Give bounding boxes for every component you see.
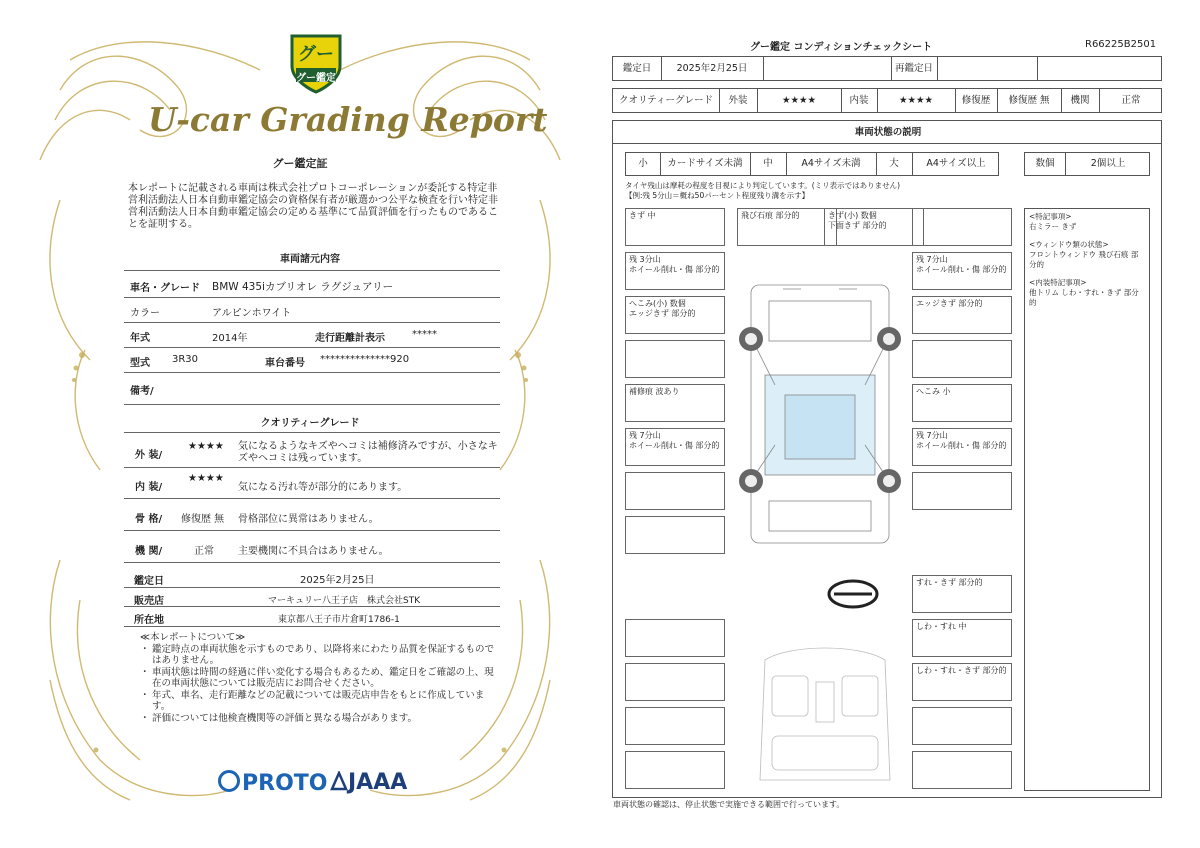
certificate-body: 本レポートに記載される車両は株式会社プロトコーポレーションが委託する特定非営利活動法人日本自動車鑑定協会の資格保有者が厳選かつ公平な検査を行い特定非営利活動法人日本自動車鑑定協会の定める基準にて品質評価を行ったものであることを証明する。 — [128, 183, 498, 230]
notes-heading: ≪本レポートについて≫ — [140, 632, 246, 643]
spacer — [1029, 270, 1145, 278]
model-value: 3R30 — [172, 354, 199, 365]
condition-heading-box — [612, 120, 1162, 144]
divider — [124, 270, 500, 271]
chassis-value: **************920 — [320, 354, 410, 365]
quality-grade-label: クオリティーグレード — [618, 95, 714, 106]
proto-logo — [218, 770, 327, 796]
callout-interior-right: しわ・すれ 中 — [912, 619, 1012, 657]
shop-label: 販売店 — [134, 596, 164, 607]
report-id: R66225B2501 — [1085, 39, 1157, 50]
special-notes-value: 右ミラー きず — [1029, 222, 1077, 231]
note-item: ・ 鑑定時点の車両状態を示すものであり、以降将来にわたり品質を保証するものではありません。 — [140, 644, 500, 667]
name-value: BMW 435iカブリオレ ラグジュアリー — [212, 281, 394, 293]
callout-right: へこみ 小 — [912, 384, 1012, 422]
interior-desc: 気になる汚れ等が部分的にあります。 — [238, 482, 408, 493]
divider — [124, 530, 500, 531]
bottom-note: 車両状態の確認は、停止状態で実施できる範囲で行っています。 — [613, 800, 845, 809]
address-value: 東京都八王子市片倉町1786-1 — [278, 615, 400, 625]
size-medium: 中 — [763, 158, 773, 169]
callout-right: 残 7分山 ホイール削れ・傷 部分的 — [912, 252, 1012, 290]
grade-row — [612, 88, 1162, 113]
callout-left: きず 中 — [625, 208, 725, 246]
name-label: 車名・グレード — [130, 283, 200, 294]
size-small-desc: カードサイズ未満 — [667, 158, 743, 169]
sheet-title: グー鑑定 コンディションチェックシート — [750, 42, 933, 53]
divider — [124, 432, 500, 433]
condition-check-sheet — [600, 0, 1200, 848]
callout-interior-right — [912, 751, 1012, 789]
callout-right — [912, 472, 1012, 510]
badge-shield-icon — [288, 30, 344, 94]
count-legend — [1024, 152, 1150, 176]
divider — [124, 467, 500, 468]
proto-mark-icon — [218, 770, 240, 792]
inspection-date-value: 2025年2月25日 — [676, 63, 748, 74]
goo-kantei-badge — [288, 30, 344, 94]
window-notes-heading: <ウィンドウ類の状態> — [1029, 240, 1109, 249]
callout-right — [912, 340, 1012, 378]
callout-right: 残 7分山 ホイール削れ・傷 部分的 — [912, 428, 1012, 466]
callout-top: 飛び石痕 部分的 — [737, 208, 837, 246]
size-legend — [625, 152, 999, 176]
car-exterior-diagram — [725, 265, 915, 555]
divider — [124, 606, 500, 607]
note-item: ・ 評価については他検査機関等の評価と異なる場合があります。 — [140, 713, 500, 725]
grade-heading: クオリティーグレード — [260, 418, 360, 429]
exterior-value: ★★★★ — [781, 95, 817, 106]
jaaa-logo — [330, 770, 407, 795]
exterior-label: 外 装/ — [135, 450, 163, 461]
tire-example: 【例:残 5分山＝概ね50パーセント程度残り溝を示す】 — [625, 191, 810, 200]
note-item: ・ 年式、車名、走行距離などの記載については販売店申告をもとに作成しています。 — [140, 690, 500, 713]
divider — [124, 322, 500, 323]
date-value: 2025年2月25日 — [300, 575, 375, 586]
callout-top: きず(小) 数個 下面きず 部分的 — [824, 208, 924, 246]
year-value: 2014年 — [212, 333, 248, 344]
divider — [124, 626, 500, 627]
car-interior-diagram — [750, 640, 900, 790]
frame-desc: 骨格部位に異常はありません。 — [238, 514, 379, 525]
specs-heading: 車両諸元内容 — [280, 254, 340, 265]
divider — [124, 372, 500, 373]
certificate-subtitle: グー鑑定証 — [272, 157, 328, 170]
badge-label: グー鑑定 — [296, 73, 336, 84]
cell-border — [937, 57, 938, 80]
engine-desc: 主要機関に不具合はありません。 — [238, 546, 389, 557]
callout-left: へこみ(小) 数個 エッジきず 部分的 — [625, 296, 725, 334]
callout-left: 残 3分山 ホイール削れ・傷 部分的 — [625, 252, 725, 290]
jaaa-logo-text: JAAA — [348, 770, 408, 795]
divider — [124, 562, 500, 563]
report-title: U-car Grading Report — [148, 100, 548, 139]
callout-interior-right: すれ・きず 部分的 — [912, 575, 1012, 613]
color-value: アルピンホワイト — [212, 308, 292, 319]
callout-interior-left — [625, 707, 725, 745]
svg-text:グー: グー — [298, 44, 334, 65]
interior-stars: ★★★★ — [188, 473, 224, 484]
exterior-label: 外装 — [728, 95, 748, 106]
jaaa-mark-icon — [330, 771, 348, 791]
interior-notes-heading: <内装特記事項> — [1029, 278, 1087, 287]
exterior-stars: ★★★★ — [188, 441, 224, 452]
interior-notes-value: 他トリム しわ・すれ・きず 部分的 — [1029, 288, 1139, 307]
size-medium-desc: A4サイズ未満 — [801, 158, 861, 169]
callout-right: エッジきず 部分的 — [912, 296, 1012, 334]
repair-value: 修復歴 無 — [1008, 95, 1050, 106]
special-notes-panel — [1024, 208, 1150, 791]
divider — [124, 347, 500, 348]
interior-label: 内 装/ — [135, 482, 163, 493]
callout-interior-right: しわ・すれ・きず 部分的 — [912, 663, 1012, 701]
exterior-desc: 気になるようなキズやヘコミは補修済みですが、小さなキズやヘコミは残っています。 — [238, 441, 498, 464]
tire-note: タイヤ残山は摩耗の程度を目視により判定しています。(ミリ表示ではありません) — [625, 181, 901, 190]
callout-left — [625, 340, 725, 378]
count-label: 数個 — [1035, 158, 1055, 169]
date-label: 鑑定日 — [134, 576, 164, 587]
year-label: 年式 — [130, 333, 150, 344]
callout-left — [625, 516, 725, 554]
color-label: カラー — [130, 308, 160, 319]
inspection-date-label: 鑑定日 — [622, 63, 652, 74]
spacer — [1029, 232, 1145, 240]
callout-left: 残 7分山 ホイール削れ・傷 部分的 — [625, 428, 725, 466]
interior-label: 内装 — [849, 95, 869, 106]
divider — [124, 297, 500, 298]
window-notes-value: フロントウィンドウ 飛び石痕 部分的 — [1029, 250, 1139, 269]
remarks-label: 備考/ — [130, 386, 154, 397]
model-label: 型式 — [130, 358, 150, 369]
mileage-label: 走行距離計表示 — [315, 333, 385, 344]
size-large-desc: A4サイズ以上 — [926, 158, 986, 169]
condition-heading: 車両状態の説明 — [854, 127, 922, 138]
frame-label: 骨 格/ — [135, 514, 163, 525]
size-small: 小 — [638, 158, 648, 169]
repair-label: 修復歴 — [961, 95, 991, 106]
divider — [124, 404, 500, 405]
frame-value: 修復歴 無 — [181, 514, 225, 525]
note-item: ・ 車両状態は時間の経過に伴い変化する場合もあるため、鑑定日をご確認の上、現在の車両状態については販売店にお問合せください。 — [140, 667, 500, 690]
reinspection-label: 再鑑定日 — [894, 63, 933, 74]
callout-interior-right — [912, 707, 1012, 745]
special-notes-heading: <特記事項> — [1029, 212, 1072, 221]
size-large: 大 — [889, 158, 899, 169]
callout-interior-left — [625, 751, 725, 789]
callout-left — [625, 472, 725, 510]
mileage-value: ***** — [412, 329, 437, 340]
date-row — [612, 56, 1162, 81]
chassis-label: 車台番号 — [265, 358, 305, 369]
callout-interior-left — [625, 619, 725, 657]
cell-border — [763, 57, 764, 80]
callout-right — [912, 208, 1012, 246]
engine-label: 機 関/ — [135, 546, 163, 557]
cell-border — [1037, 57, 1038, 80]
callout-interior-left — [625, 663, 725, 701]
steering-wheel-icon — [826, 578, 880, 610]
count-desc: 2個以上 — [1090, 158, 1126, 169]
callout-left: 補修痕 波あり — [625, 384, 725, 422]
address-label: 所在地 — [134, 615, 164, 626]
divider — [124, 587, 500, 588]
shop-value: マーキュリー八王子店 株式会社STK — [268, 596, 421, 606]
notes — [140, 632, 500, 724]
proto-logo-text: PROTO — [242, 771, 328, 796]
divider — [124, 498, 500, 499]
interior-value: ★★★★ — [898, 95, 934, 106]
engine-value: 正常 — [1121, 95, 1141, 106]
engine-value: 正常 — [194, 546, 214, 557]
engine-label: 機関 — [1070, 95, 1090, 106]
